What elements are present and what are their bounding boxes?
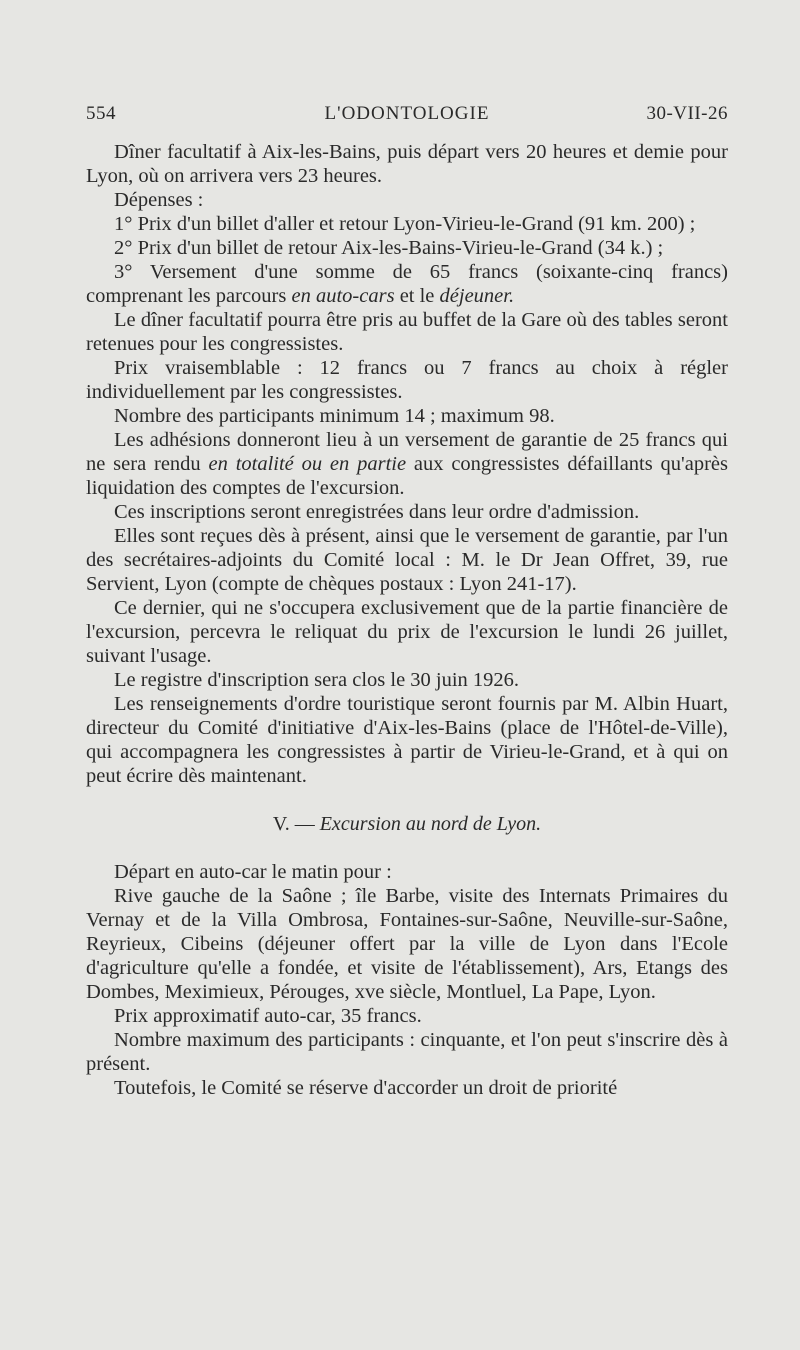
paragraph: Dépenses :: [114, 189, 204, 211]
paragraph: Dîner facultatif à Aix-les-Bains, puis départ vers 20 heures et demie pour Lyon, où on arrivera vers 23 heures.: [86, 141, 728, 187]
running-header: [86, 103, 728, 131]
paragraph: Le dîner facultatif pourra être pris au buffet de la Gare où des tables seront retenues pour les congressistes.: [86, 309, 728, 355]
paragraph: Nombre des participants minimum 14 ; maximum 98.: [114, 405, 555, 427]
paragraph: Ces inscriptions seront enregistrées dans leur ordre d'admission.: [114, 501, 640, 523]
page-number: 554: [86, 103, 116, 124]
paragraph: Ce dernier, qui ne s'occupera exclusivement que de la partie financière de l'excursion, percevra le reliquat du prix de l'excursion le lundi 26 juillet, suivant l'usage.: [86, 597, 728, 667]
paragraph: 3° Versement d'une somme de 65 francs (soixante-cinq francs) comprenant les parcours en auto-cars et le déjeuner.: [86, 261, 728, 307]
paragraph: 1° Prix d'un billet d'aller et retour Lyon-Virieu-le-Grand (91 km. 200) ;: [114, 213, 696, 235]
paragraph: 2° Prix d'un billet de retour Aix-les-Bains-Virieu-le-Grand (34 k.) ;: [114, 237, 664, 259]
paragraph: Le registre d'inscription sera clos le 30 juin 1926.: [114, 669, 520, 691]
paragraph: Prix vraisemblable : 12 francs ou 7 francs au choix à régler individuellement par les congressistes.: [86, 357, 728, 403]
paragraph: Départ en auto-car le matin pour :: [114, 861, 392, 883]
paragraph: Rive gauche de la Saône ; île Barbe, visite des Internats Primaires du Vernay et de la Villa Ombrosa, Fontaines-sur-Saône, Neuville-sur-Saône, Reyrieux, Cibeins (déjeuner offert par la ville de Lyon dans l'Ecole d'agriculture qu'elle a fondée, et visite de l'établissement), Ars, Etangs des Dombes, Meximieux, Pérouges, xve siècle, Montluel, La Pape, Lyon.: [86, 885, 728, 1003]
section-title: Excursion au nord de Lyon.: [319, 813, 542, 835]
paragraph: Nombre maximum des participants : cinquante, et l'on peut s'inscrire dès à présent.: [86, 1029, 728, 1075]
paragraph: Les adhésions donneront lieu à un versement de garantie de 25 francs qui ne sera rendu en totalité ou en partie aux congressistes défaillants qu'après liquidation des comptes de l'excursion.: [86, 429, 728, 499]
paragraph: Les renseignements d'ordre touristique seront fournis par M. Albin Huart, directeur du Comité d'initiative d'Aix-les-Bains (place de l'Hôtel-de-Ville), qui accompagnera les congressistes à partir de Virieu-le-Grand, et à qui on peut écrire dès maintenant.: [86, 693, 728, 787]
issue-date: 30-VII-26: [646, 103, 728, 124]
section-heading: [86, 812, 728, 836]
paragraph: Elles sont reçues dès à présent, ainsi que le versement de garantie, par l'un des secrétaires-adjoints du Comité local : M. le Dr Jean Offret, 39, rue Servient, Lyon (compte de chèques postaux : Lyon 241-17).: [86, 525, 728, 595]
body-text: [86, 140, 728, 1100]
paragraph: Prix approximatif auto-car, 35 francs.: [114, 1005, 422, 1027]
paragraph: Toutefois, le Comité se réserve d'accorder un droit de priorité: [114, 1077, 618, 1099]
journal-title: L'ODONTOLOGIE: [324, 103, 490, 124]
section-number: V. —: [272, 813, 320, 835]
